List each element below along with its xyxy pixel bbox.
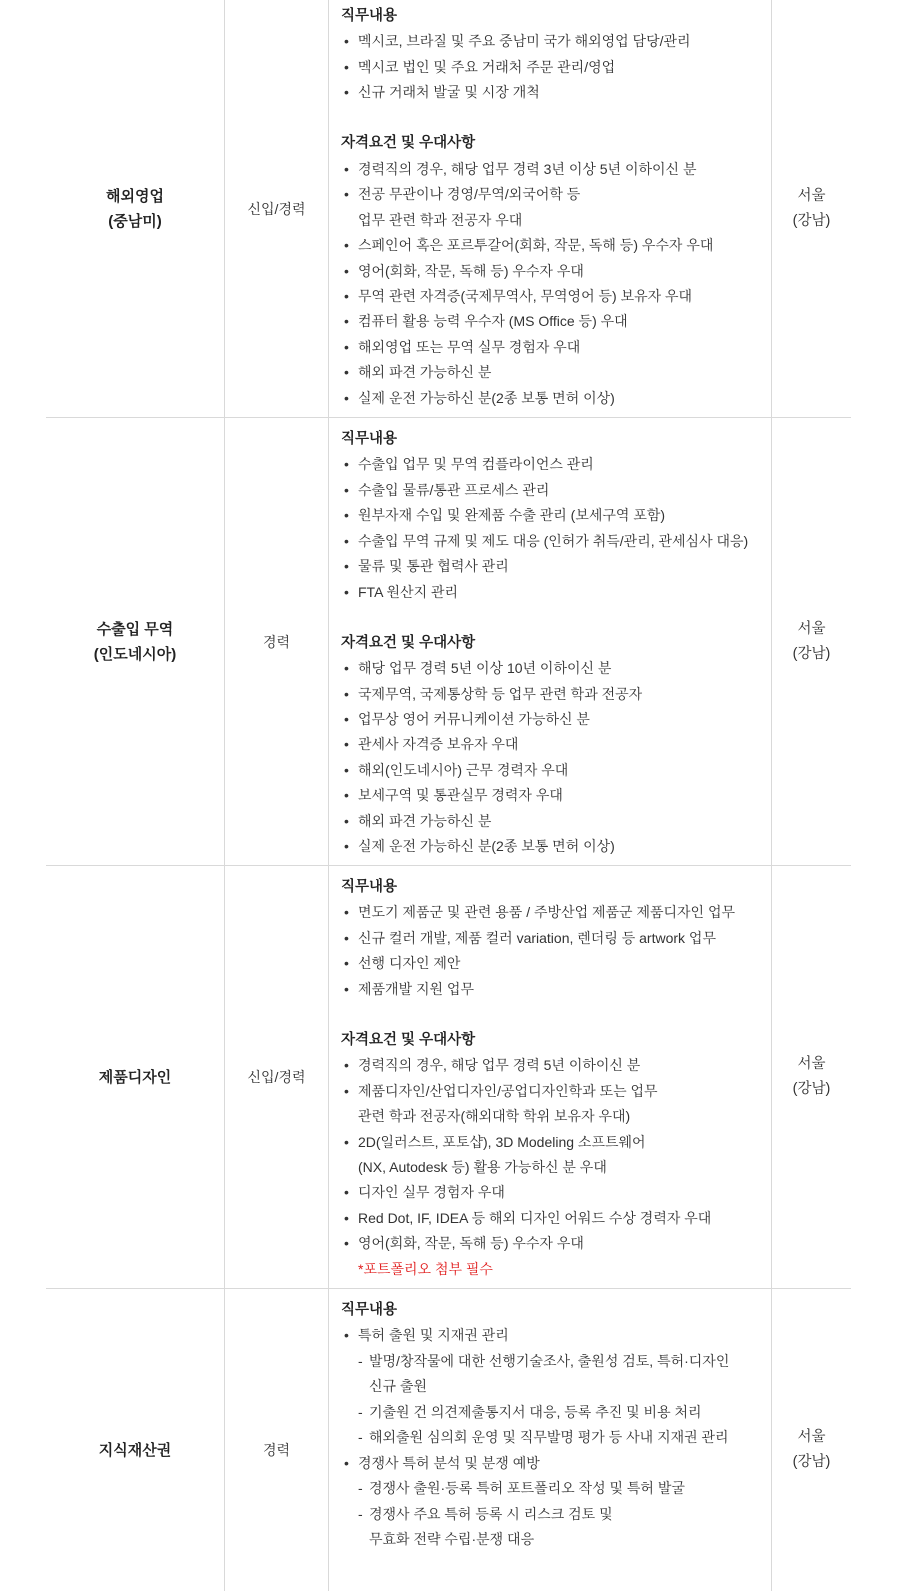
bullet-icon: • — [344, 1209, 349, 1226]
qualification-item: • 실제 운전 가능하신 분(2종 보통 면허 이상) — [341, 834, 771, 859]
qualification-item: • 제품디자인/산업디자인/공업디자인학과 또는 업무 — [341, 1079, 771, 1104]
job-title-cell — [46, 0, 224, 417]
duty-item: • 멕시코 법인 및 주요 거래처 주문 관리/영업 — [341, 55, 771, 80]
bullet-icon: • — [344, 1235, 349, 1252]
bullet-icon: • — [344, 33, 349, 50]
qualification-item: • 영어(회화, 작문, 독해 등) 우수자 우대 — [341, 1231, 771, 1256]
bullet-icon: • — [344, 787, 349, 804]
bullet-icon: • — [344, 338, 349, 355]
bullet-icon: • — [344, 313, 349, 330]
qualification-item: • 실제 운전 가능하신 분(2종 보통 면허 이상) — [341, 386, 771, 411]
dash-icon: - — [358, 1480, 363, 1497]
location-cell — [771, 1289, 851, 1591]
job-postings-table — [46, 0, 851, 1591]
employment-type: 신입/경력 — [247, 1069, 306, 1085]
qualifications-heading: 자격요건 및 우대사항 — [341, 135, 476, 152]
qualification-item: • 업무상 영어 커뮤니케이션 가능하신 분 — [341, 707, 771, 732]
duty-item: • 특허 출원 및 지재권 관리 — [341, 1323, 771, 1348]
employment-type: 경력 — [262, 633, 291, 650]
job-description-cell — [328, 1289, 771, 1591]
duty-item: • FTA 원산지 관리 — [341, 580, 771, 605]
duty-item: • 경쟁사 특허 분석 및 분쟁 예방 — [341, 1451, 771, 1476]
qualification-item: • 디자인 실무 경험자 우대 — [341, 1180, 771, 1205]
employment-type: 경력 — [262, 1442, 291, 1458]
duty-item: • 제품개발 지원 업무 — [341, 977, 771, 1002]
qualification-item: • 컴퓨터 활용 능력 우수자 (MS Office 등) 우대 — [341, 309, 771, 334]
bullet-icon: • — [344, 929, 349, 946]
qualification-item: • 스페인어 혹은 포르투갈어(회화, 작문, 독해 등) 우수자 우대 — [341, 233, 771, 258]
bullet-icon: • — [344, 1184, 349, 1201]
job-title-cell — [46, 1289, 224, 1591]
duty-item: • 멕시코, 브라질 및 주요 중남미 국가 해외영업 담당/관리 — [341, 29, 771, 54]
location-cell — [771, 866, 851, 1288]
duty-subitem: - 기출원 건 의견제출통지서 대응, 등록 추진 및 비용 처리 — [341, 1400, 771, 1425]
bullet-icon: • — [344, 532, 349, 549]
bullet-icon: • — [344, 736, 349, 753]
bullet-icon: • — [344, 481, 349, 498]
job-description-cell — [328, 418, 771, 865]
duty-subitem: - 발명/창작물에 대한 선행기술조사, 출원성 검토, 특허·디자인 — [341, 1349, 771, 1374]
job-title-line: 제품디자인 — [98, 1068, 172, 1086]
bullet-icon: • — [344, 660, 349, 677]
bullet-icon: • — [344, 1057, 349, 1074]
qualification-item-continued: (NX, Autodesk 등) 활용 가능하신 분 우대 — [358, 1158, 607, 1175]
dash-icon: - — [358, 1403, 363, 1420]
bullet-icon: • — [344, 1327, 349, 1344]
qualifications-heading: 자격요건 및 우대사항 — [341, 634, 476, 651]
duty-subitem: - 해외출원 심의회 운영 및 직무발명 평가 등 사내 지재권 관리 — [341, 1425, 771, 1450]
job-description-cell — [328, 0, 771, 417]
dash-icon: - — [358, 1429, 363, 1446]
employment-type-cell — [224, 0, 328, 417]
qualification-item: • 경력직의 경우, 해당 업무 경력 5년 이하이신 분 — [341, 1053, 771, 1078]
qualification-item: • 보세구역 및 통관실무 경력자 우대 — [341, 783, 771, 808]
qualification-item: • 2D(일러스트, 포토샵), 3D Modeling 소프트웨어 — [341, 1130, 771, 1155]
bullet-icon: • — [344, 583, 349, 600]
duty-subitem: - 경쟁사 출원·등록 특허 포트폴리오 작성 및 특허 발굴 — [341, 1476, 771, 1501]
employment-type: 신입/경력 — [247, 200, 306, 217]
bullet-icon: • — [344, 186, 349, 203]
job-description-cell — [328, 866, 771, 1288]
bullet-icon: • — [344, 1133, 349, 1150]
bullet-icon: • — [344, 160, 349, 177]
location-district: (강남) — [792, 1454, 831, 1470]
duty-subitem-continued: 무효화 전략 수립·분쟁 대응 — [369, 1531, 535, 1548]
location-city: 서울 — [797, 1429, 826, 1445]
bullet-icon: • — [344, 761, 349, 778]
duties-heading: 직무내용 — [341, 879, 398, 895]
location-city: 서울 — [797, 620, 826, 637]
duty-item: • 물류 및 통관 협력사 관리 — [341, 554, 771, 579]
job-title-line: 지식재산권 — [98, 1441, 172, 1459]
job-row-import-export — [46, 418, 851, 866]
job-title-line: (인도네시아) — [93, 645, 177, 663]
qualification-item: • 관세사 자격증 보유자 우대 — [341, 732, 771, 757]
duty-item: • 원부자재 수입 및 완제품 수출 관리 (보세구역 포함) — [341, 503, 771, 528]
employment-type-cell — [224, 418, 328, 865]
bullet-icon: • — [344, 456, 349, 473]
bullet-icon: • — [344, 262, 349, 279]
job-row-intellectual-property — [46, 1289, 851, 1591]
employment-type-cell — [224, 866, 328, 1288]
duty-item: • 선행 디자인 제안 — [341, 951, 771, 976]
qualification-item: • 무역 관련 자격증(국제무역사, 무역영어 등) 보유자 우대 — [341, 284, 771, 309]
duty-item: • 수출입 무역 규제 및 제도 대응 (인허가 취득/관리, 관세심사 대응) — [341, 529, 771, 554]
bullet-icon: • — [344, 904, 349, 921]
duty-subitem: - 경쟁사 주요 특허 등록 시 리스크 검토 및 — [341, 1502, 771, 1527]
bullet-icon: • — [344, 389, 349, 406]
qualification-item: • 해외영업 또는 무역 실무 경험자 우대 — [341, 335, 771, 360]
dash-icon: - — [358, 1352, 363, 1369]
qualification-item-continued: 업무 관련 학과 전공자 우대 — [358, 211, 523, 228]
bullet-icon: • — [344, 685, 349, 702]
duty-item: • 수출입 업무 및 무역 컴플라이언스 관리 — [341, 452, 771, 477]
bullet-icon: • — [344, 955, 349, 972]
duty-item: • 수출입 물류/통관 프로세스 관리 — [341, 478, 771, 503]
qualification-item: • 해외 파견 가능하신 분 — [341, 809, 771, 834]
job-title-line: 수출입 무역 — [96, 620, 174, 638]
bullet-icon: • — [344, 237, 349, 254]
location-city: 서울 — [797, 1056, 826, 1072]
bullet-icon: • — [344, 287, 349, 304]
employment-type-cell — [224, 1289, 328, 1591]
portfolio-required-note: *포트폴리오 첨부 필수 — [358, 1260, 493, 1277]
bullet-icon: • — [344, 980, 349, 997]
qualification-item: • 경력직의 경우, 해당 업무 경력 3년 이상 5년 이하이신 분 — [341, 157, 771, 182]
bullet-icon: • — [344, 1082, 349, 1099]
location-district: (강남) — [792, 212, 831, 229]
bullet-icon: • — [344, 84, 349, 101]
job-title-line: 해외영업 — [106, 187, 164, 205]
duties-heading: 직무내용 — [341, 8, 398, 24]
qualification-item: • 전공 무관이나 경영/무역/외국어학 등 — [341, 182, 771, 207]
job-row-overseas-sales — [46, 0, 851, 418]
location-cell — [771, 0, 851, 417]
bullet-icon: • — [344, 364, 349, 381]
location-city: 서울 — [797, 187, 826, 204]
bullet-icon: • — [344, 838, 349, 855]
bullet-icon: • — [344, 58, 349, 75]
qualification-item: • 해당 업무 경력 5년 이상 10년 이하이신 분 — [341, 656, 771, 681]
qualification-item: • Red Dot, IF, IDEA 등 해외 디자인 어워드 수상 경력자 우대 — [341, 1206, 771, 1231]
duty-item: • 신규 거래처 발굴 및 시장 개척 — [341, 80, 771, 105]
qualification-item: • 해외 파견 가능하신 분 — [341, 360, 771, 385]
location-cell — [771, 418, 851, 865]
qualifications-heading: 자격요건 및 우대사항 — [341, 1031, 476, 1048]
location-district: (강남) — [792, 1081, 831, 1097]
bullet-icon: • — [344, 507, 349, 524]
duty-subitem-continued: 신규 출원 — [369, 1378, 427, 1395]
location-district: (강남) — [792, 645, 831, 662]
bullet-icon: • — [344, 1454, 349, 1471]
duty-item: • 면도기 제품군 및 관련 용품 / 주방산업 제품군 제품디자인 업무 — [341, 900, 771, 925]
bullet-icon: • — [344, 812, 349, 829]
qualification-item: • 해외(인도네시아) 근무 경력자 우대 — [341, 758, 771, 783]
job-title-cell — [46, 866, 224, 1288]
bullet-icon: • — [344, 710, 349, 727]
qualification-item-continued: 관련 학과 전공자(해외대학 학위 보유자 우대) — [358, 1108, 631, 1125]
job-row-product-design — [46, 866, 851, 1289]
duties-heading: 직무내용 — [341, 1302, 398, 1318]
job-title-cell — [46, 418, 224, 865]
job-title-line: (중남미) — [108, 212, 162, 230]
duty-item: • 신규 컬러 개발, 제품 컬러 variation, 렌더링 등 artwork 업무 — [341, 926, 771, 951]
duties-heading: 직무내용 — [341, 431, 398, 447]
qualification-item: • 영어(회화, 작문, 독해 등) 우수자 우대 — [341, 259, 771, 284]
bullet-icon: • — [344, 558, 349, 575]
dash-icon: - — [358, 1505, 363, 1522]
qualification-item: • 국제무역, 국제통상학 등 업무 관련 학과 전공자 — [341, 682, 771, 707]
